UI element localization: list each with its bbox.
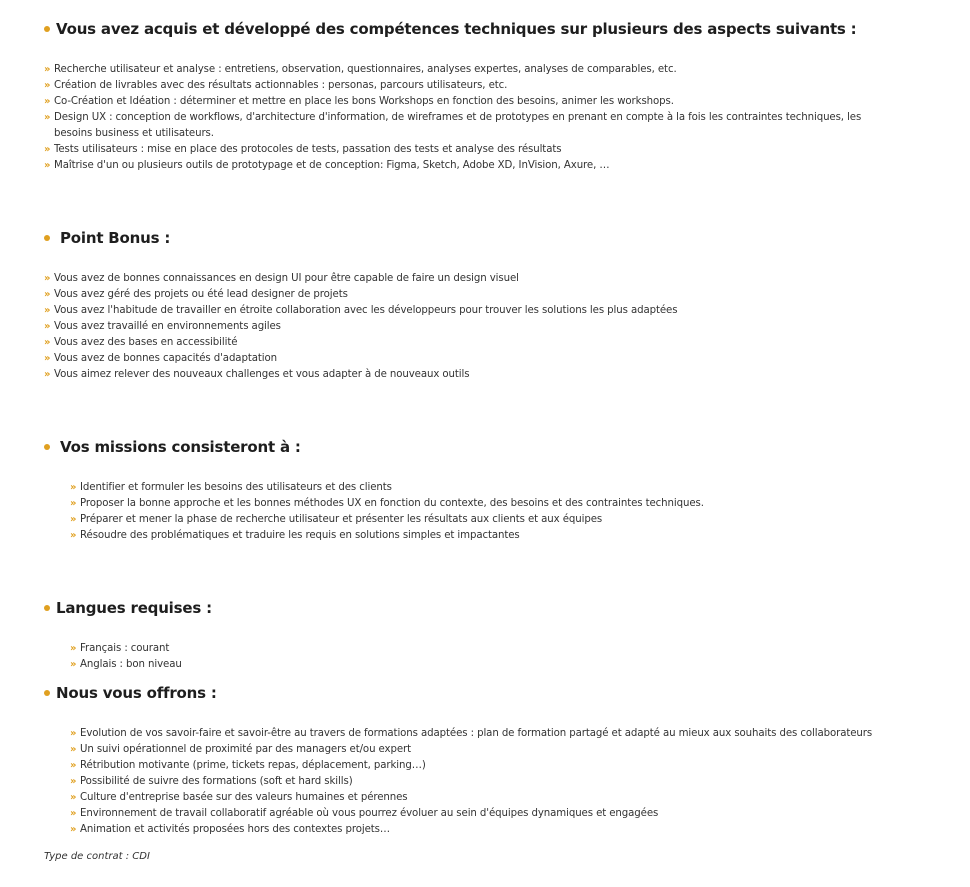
chevron-right-icon: »	[44, 144, 51, 155]
list-item: » Vous avez des bases en accessibilité	[44, 335, 950, 351]
chevron-right-icon: »	[44, 80, 51, 91]
chevron-right-icon: »	[44, 369, 51, 380]
missions-list	[70, 480, 950, 544]
bullet-dot-icon	[44, 235, 50, 241]
list-item: » Culture d'entreprise basée sur des valeurs humaines et pérennes	[70, 790, 950, 806]
bullet-dot-icon	[44, 444, 50, 450]
chevron-right-icon: »	[70, 824, 77, 835]
chevron-right-icon: »	[44, 321, 51, 332]
contract-type: Type de contrat : CDI	[44, 851, 150, 862]
list-item: » Possibilité de suivre des formations (soft et hard skills)	[70, 774, 950, 790]
section-heading	[44, 227, 950, 249]
chevron-right-icon: »	[70, 643, 77, 654]
chevron-right-icon: »	[44, 337, 51, 348]
chevron-right-icon: »	[70, 792, 77, 803]
chevron-right-icon: »	[70, 776, 77, 787]
list-item: » Vous avez travaillé en environnements agiles	[44, 319, 950, 335]
section-langues	[44, 597, 950, 673]
list-item: » Vous avez géré des projets ou été lead designer de projets	[44, 287, 950, 303]
list-item: » Tests utilisateurs : mise en place des protocoles de tests, passation des tests et analyse des résultats	[44, 142, 950, 158]
list-item: » Vous aimez relever des nouveaux challenges et vous adapter à de nouveaux outils	[44, 367, 950, 383]
chevron-right-icon: »	[44, 305, 51, 316]
chevron-right-icon: »	[70, 760, 77, 771]
list-item: » Préparer et mener la phase de recherche utilisateur et présenter les résultats aux clients et aux équipes	[70, 512, 950, 528]
bullet-dot-icon	[44, 690, 50, 696]
section-competences	[44, 18, 950, 174]
section-heading-text: Vous avez acquis et développé des compétences techniques sur plusieurs des aspects suivants :	[56, 20, 857, 38]
list-item: » Rétribution motivante (prime, tickets repas, déplacement, parking…)	[70, 758, 950, 774]
chevron-right-icon: »	[70, 728, 77, 739]
list-item: » Recherche utilisateur et analyse : entretiens, observation, questionnaires, analyses expertes, analyses de comparables, etc.	[44, 62, 950, 78]
list-item: » Design UX : conception de workflows, d'architecture d'information, de wireframes et de prototypes en prenant en compte à la fois les contraintes techniques, les besoins business et utilisateurs.	[44, 112, 862, 139]
offres-list	[70, 726, 950, 838]
bonus-list	[44, 271, 950, 383]
bullet-dot-icon	[44, 26, 50, 32]
section-heading-text: Vos missions consisteront à :	[60, 438, 301, 456]
list-item: » Résoudre des problématiques et traduire les requis en solutions simples et impactantes	[70, 528, 950, 544]
chevron-right-icon: »	[44, 160, 51, 171]
section-heading	[44, 436, 950, 458]
chevron-right-icon: »	[70, 498, 77, 509]
chevron-right-icon: »	[44, 353, 51, 364]
list-item: » Animation et activités proposées hors des contextes projets…	[70, 822, 950, 838]
section-heading-text: Langues requises :	[56, 599, 212, 617]
section-heading	[44, 18, 950, 40]
list-item: » Vous avez l'habitude de travailler en étroite collaboration avec les développeurs pour trouver les solutions les plus adaptées	[44, 303, 950, 319]
list-item: » Anglais : bon niveau	[70, 657, 950, 673]
list-item: » Co-Création et Idéation : déterminer et mettre en place les bons Workshops en fonction des besoins, animer les workshops.	[44, 94, 950, 110]
chevron-right-icon: »	[44, 96, 51, 107]
section-heading	[44, 682, 950, 704]
section-heading-text: Point Bonus :	[60, 229, 171, 247]
section-heading	[44, 597, 950, 619]
chevron-right-icon: »	[44, 289, 51, 300]
chevron-right-icon: »	[44, 112, 51, 123]
chevron-right-icon: »	[44, 64, 51, 75]
langues-list	[70, 641, 950, 673]
list-item: » Un suivi opérationnel de proximité par des managers et/ou expert	[70, 742, 950, 758]
chevron-right-icon: »	[44, 273, 51, 284]
chevron-right-icon: »	[70, 808, 77, 819]
list-item: » Vous avez de bonnes capacités d'adaptation	[44, 351, 950, 367]
chevron-right-icon: »	[70, 482, 77, 493]
section-heading-text: Nous vous offrons :	[56, 684, 217, 702]
chevron-right-icon: »	[70, 530, 77, 541]
chevron-right-icon: »	[70, 744, 77, 755]
list-item: » Proposer la bonne approche et les bonnes méthodes UX en fonction du contexte, des besoins et des contraintes techniques.	[70, 496, 950, 512]
competences-list	[44, 62, 950, 174]
section-point-bonus	[44, 227, 950, 383]
list-item: » Identifier et formuler les besoins des utilisateurs et des clients	[70, 480, 950, 496]
chevron-right-icon: »	[70, 659, 77, 670]
section-offres	[44, 682, 950, 838]
list-item: » Maîtrise d'un ou plusieurs outils de prototypage et de conception: Figma, Sketch, Adobe XD, InVision, Axure, …	[44, 158, 950, 174]
bullet-dot-icon	[44, 605, 50, 611]
list-item: » Evolution de vos savoir-faire et savoir-être au travers de formations adaptées : plan de formation partagé et adapté au mieux aux souhaits des collaborateurs	[70, 726, 950, 742]
list-item: » Vous avez de bonnes connaissances en design UI pour être capable de faire un design visuel	[44, 271, 950, 287]
section-missions	[44, 436, 950, 544]
list-item: » Création de livrables avec des résultats actionnables : personas, parcours utilisateurs, etc.	[44, 78, 950, 94]
chevron-right-icon: »	[70, 514, 77, 525]
list-item: » Environnement de travail collaboratif agréable où vous pourrez évoluer au sein d'équipes dynamiques et engagées	[70, 806, 950, 822]
list-item: » Français : courant	[70, 641, 950, 657]
